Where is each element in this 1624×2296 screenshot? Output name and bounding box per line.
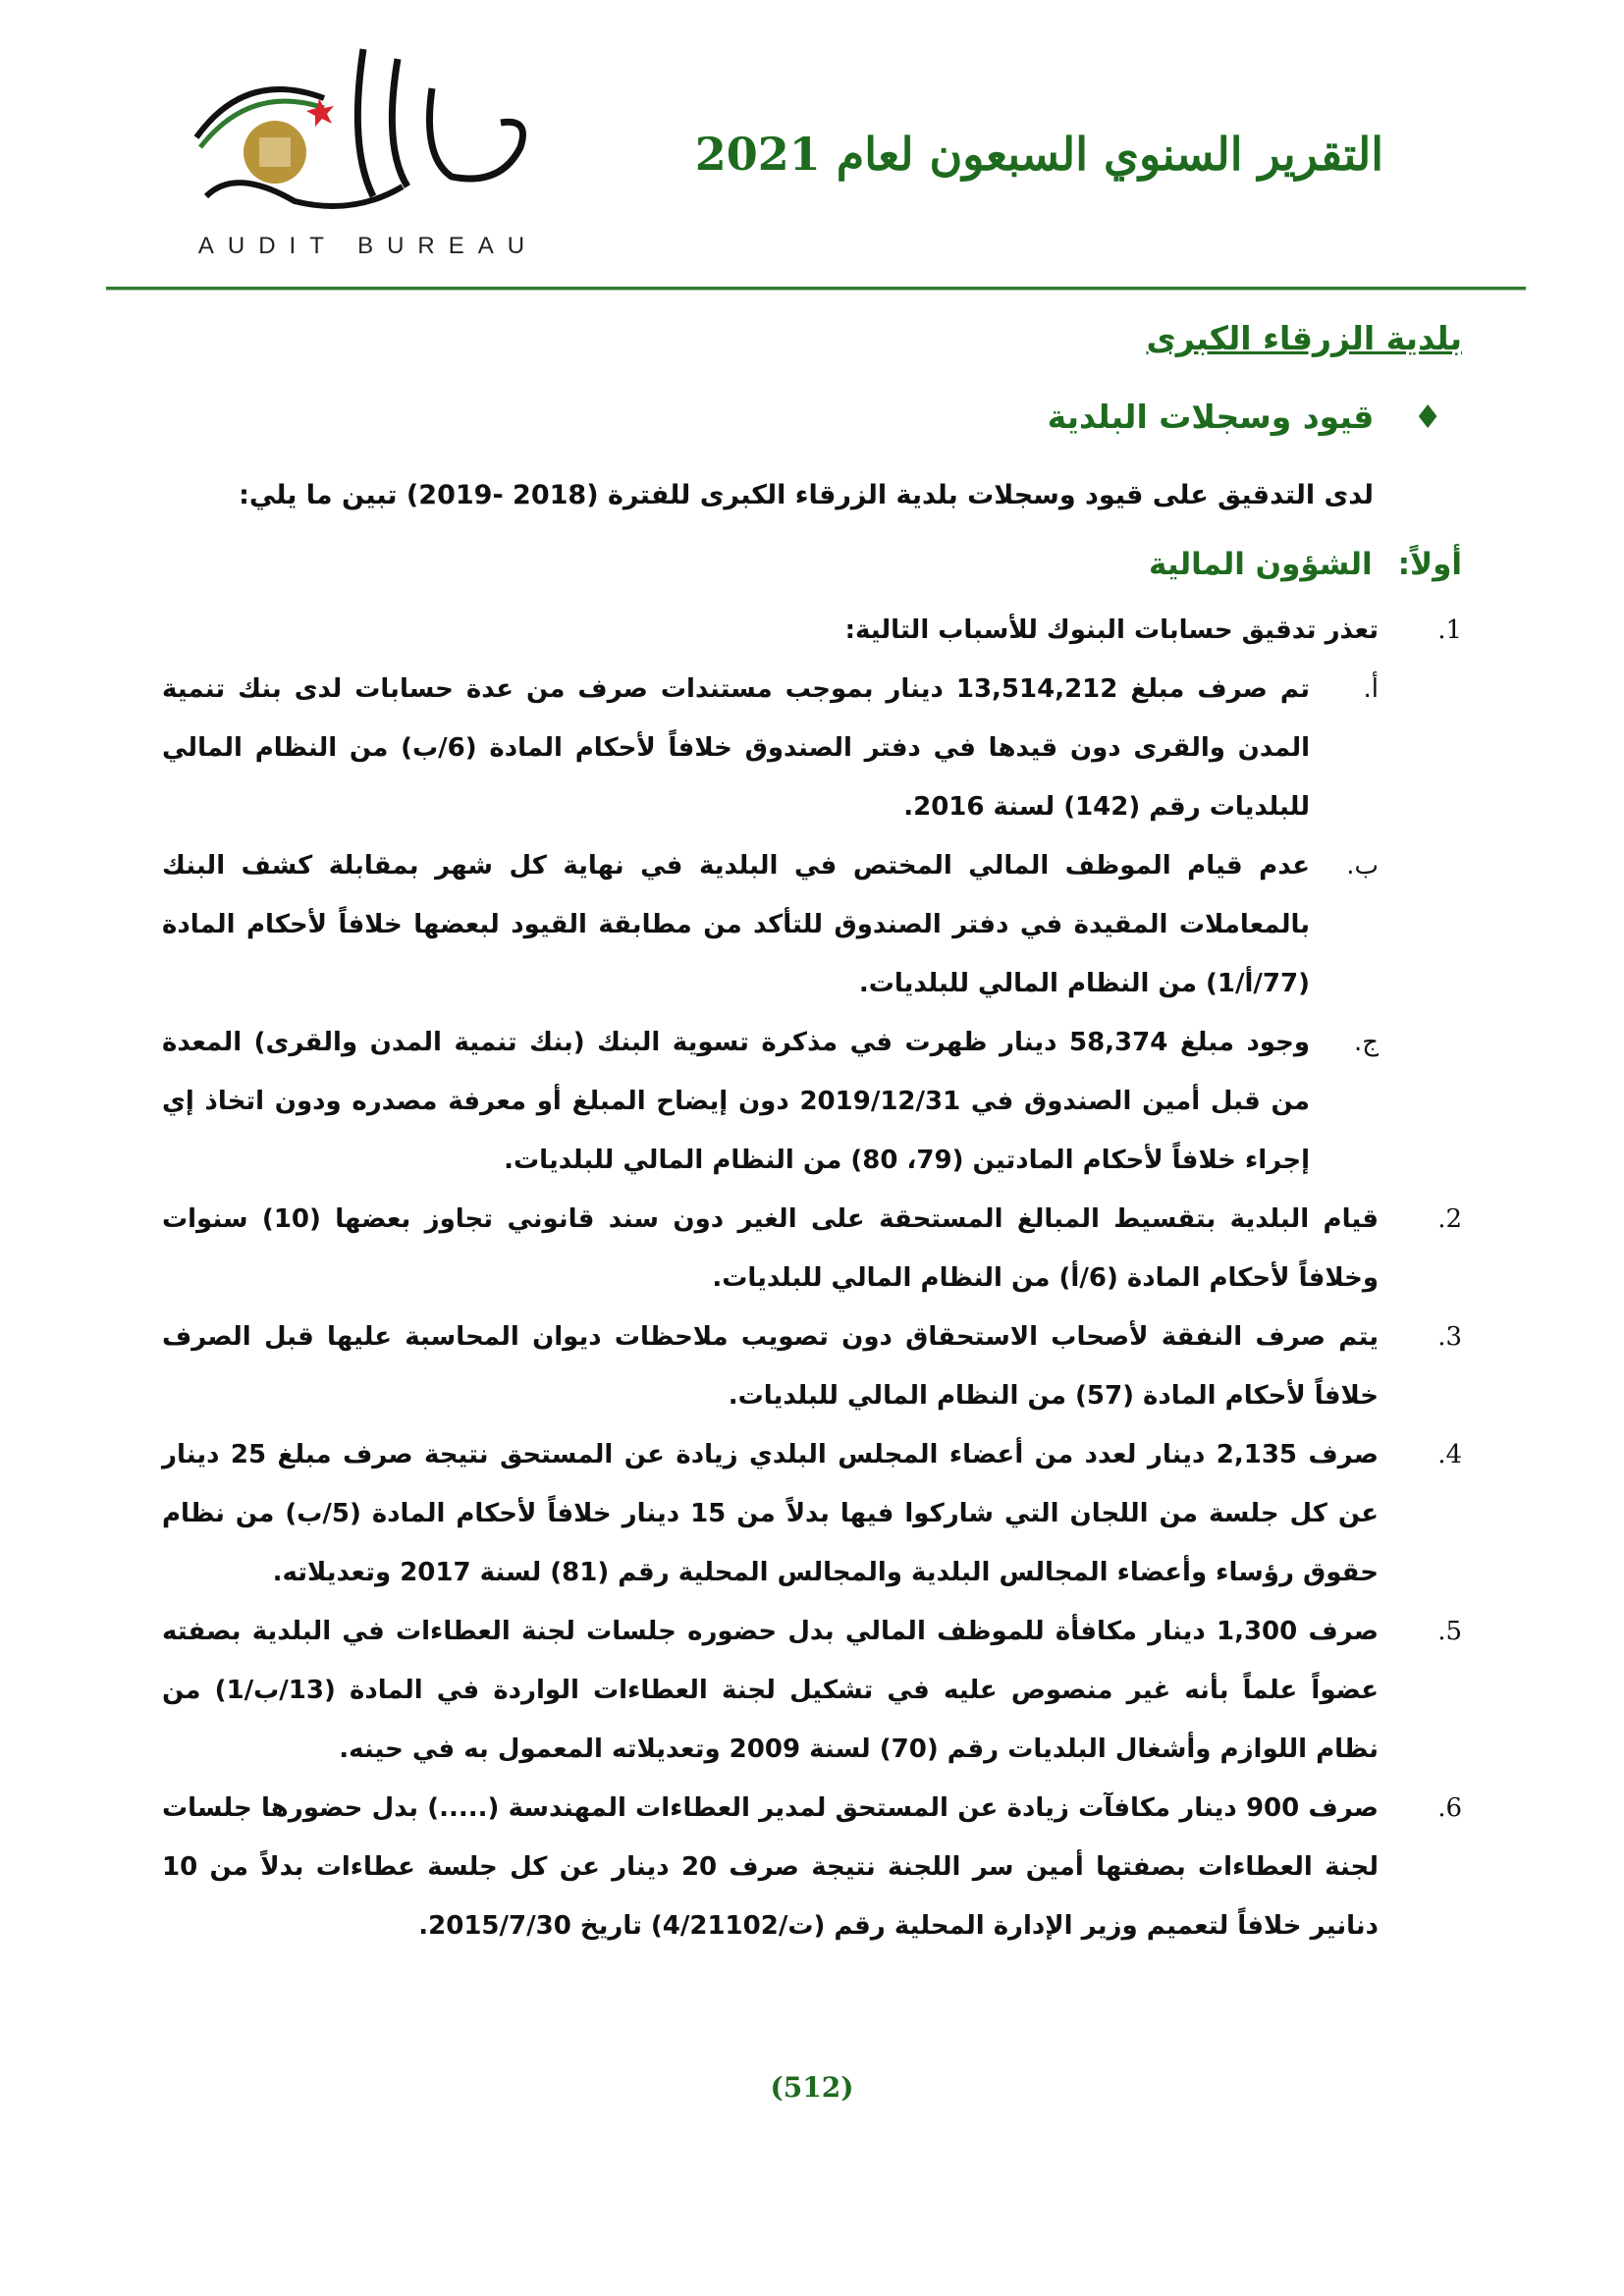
- item-number: 2.: [1437, 1204, 1462, 1234]
- sub-list-item: [162, 836, 1379, 1013]
- municipality-heading: بلدية الزرقاء الكبرى: [1146, 319, 1462, 357]
- section-heading: [162, 393, 1442, 471]
- item-number: 5.: [1437, 1617, 1462, 1646]
- part-title: الشؤون المالية: [1149, 547, 1373, 582]
- item-text: صرف 2,135 دينار لعدد من أعضاء المجلس البلدي زيادة عن المستحق نتيجة صرف مبلغ 25 دينار عن كل جلسة من اللجان التي شاركوا فيها بدلاً من 15 دينار خلافاً لأحكام المادة (5/ب) من نظام حقوق رؤساء وأعضاء المجالس البلدية والمجالس المحلية رقم (81) لسنة 2017 وتعديلاته.: [162, 1440, 1379, 1587]
- item-number: 6.: [1437, 1793, 1462, 1823]
- item-text: قيام البلدية بتقسيط المبالغ المستحقة على الغير دون سند قانوني تجاوز بعضها (10) سنوات وخلافاً لأحكام المادة (6/أ) من النظام المالي للبلديات.: [162, 1204, 1379, 1293]
- sub-item-text: عدم قيام الموظف المالي المختص في البلدية في نهاية كل شهر بمقابلة كشف البنك بالمعاملات المقيدة في دفتر الصندوق للتأكد من مطابقة القيود لبعضها خلافاً لأحكام المادة (77/أ/1) من النظام المالي للبلديات.: [162, 851, 1310, 998]
- item-text: تعذر تدقيق حسابات البنوك للأسباب التالية:: [844, 615, 1379, 645]
- sub-item-text: وجود مبلغ 58,374 دينار ظهرت في مذكرة تسوية البنك (بنك تنمية المدن والقرى) المعدة من قبل أمين الصندوق في 2019/12/31 دون إيضاح المبلغ أو معرفة مصدره ودون اتخاذ إي إجراء خلافاً لأحكام المادتين (79، 80) من النظام المالي للبلديات.: [162, 1028, 1311, 1175]
- sub-item-letter: ج.: [1353, 1028, 1379, 1057]
- sub-item-letter: أ.: [1363, 674, 1379, 704]
- sub-list: [162, 660, 1379, 1190]
- list-item: [162, 1602, 1462, 1779]
- item-text: صرف 900 دينار مكافآت زيادة عن المستحق لمدير العطاءات المهندسة (.....) بدل حضورها جلسات لجنة العطاءات بصفتها أمين سر اللجنة نتيجة صرف 20 دينار عن كل جلسة عطاءات بدلاً من 10 دنانير خلافاً لتعميم وزير الإدارة المحلية رقم (ت/4/21102) تاريخ 2015/7/30.: [162, 1793, 1379, 1941]
- item-number: 3.: [1437, 1322, 1462, 1352]
- section-title: قيود وسجلات البلدية: [1047, 398, 1375, 436]
- sub-list-item: [162, 1013, 1379, 1190]
- header-divider: [106, 287, 1526, 291]
- list-item: [162, 601, 1462, 660]
- list-item: [162, 1779, 1462, 1955]
- part-heading: [162, 540, 1462, 601]
- diamond-bullet-icon: ♦: [1413, 398, 1442, 436]
- list-item: [162, 1190, 1462, 1308]
- page-number: (512): [770, 2071, 854, 2104]
- item-number: 4.: [1437, 1440, 1462, 1469]
- item-number: 1.: [1437, 615, 1462, 645]
- item-text: صرف 1,300 دينار مكافأة للموظف المالي بدل حضوره جلسات لجنة العطاءات في البلدية بصفته عضواً علماً بأنه غير منصوص عليه في تشكيل لجنة العطاءات الواردة في المادة (13/ب/1) من نظام اللوازم وأشغال البلديات رقم (70) لسنة 2009 وتعديلاته المعمول به في حينه.: [162, 1617, 1379, 1764]
- report-title: التقرير السنوي السبعون لعام 2021: [694, 128, 1383, 181]
- sub-item-text: تم صرف مبلغ 13,514,212 دينار بموجب مستندات صرف من عدة حسابات لدى بنك تنمية المدن والقرى دون قيدها في دفتر الصندوق خلافاً لأحكام المادة (6/ب) من النظام المالي للبلديات رقم (142) لسنة 2016.: [162, 674, 1310, 822]
- logo-emblem-icon: [177, 29, 560, 226]
- sub-item-letter: ب.: [1346, 851, 1379, 881]
- document-body: [162, 314, 1462, 1955]
- sub-list-item: [162, 660, 1379, 836]
- item-text: يتم صرف النفقة لأصحاب الاستحقاق دون تصويب ملاحظات ديوان المحاسبة عليها قبل الصرف خلافاً لأحكام المادة (57) من النظام المالي للبلديات.: [162, 1322, 1379, 1411]
- part-label: أولاً:: [1397, 547, 1462, 582]
- list-item: [162, 1425, 1462, 1602]
- list-item: [162, 1308, 1462, 1425]
- logo-english-text: AUDIT BUREAU: [197, 233, 539, 259]
- intro-paragraph: لدى التدقيق على قيود وسجلات بلدية الزرقاء الكبرى للفترة (2018 -2019) تبين ما يلي:: [239, 480, 1374, 510]
- audit-bureau-logo: [177, 29, 560, 260]
